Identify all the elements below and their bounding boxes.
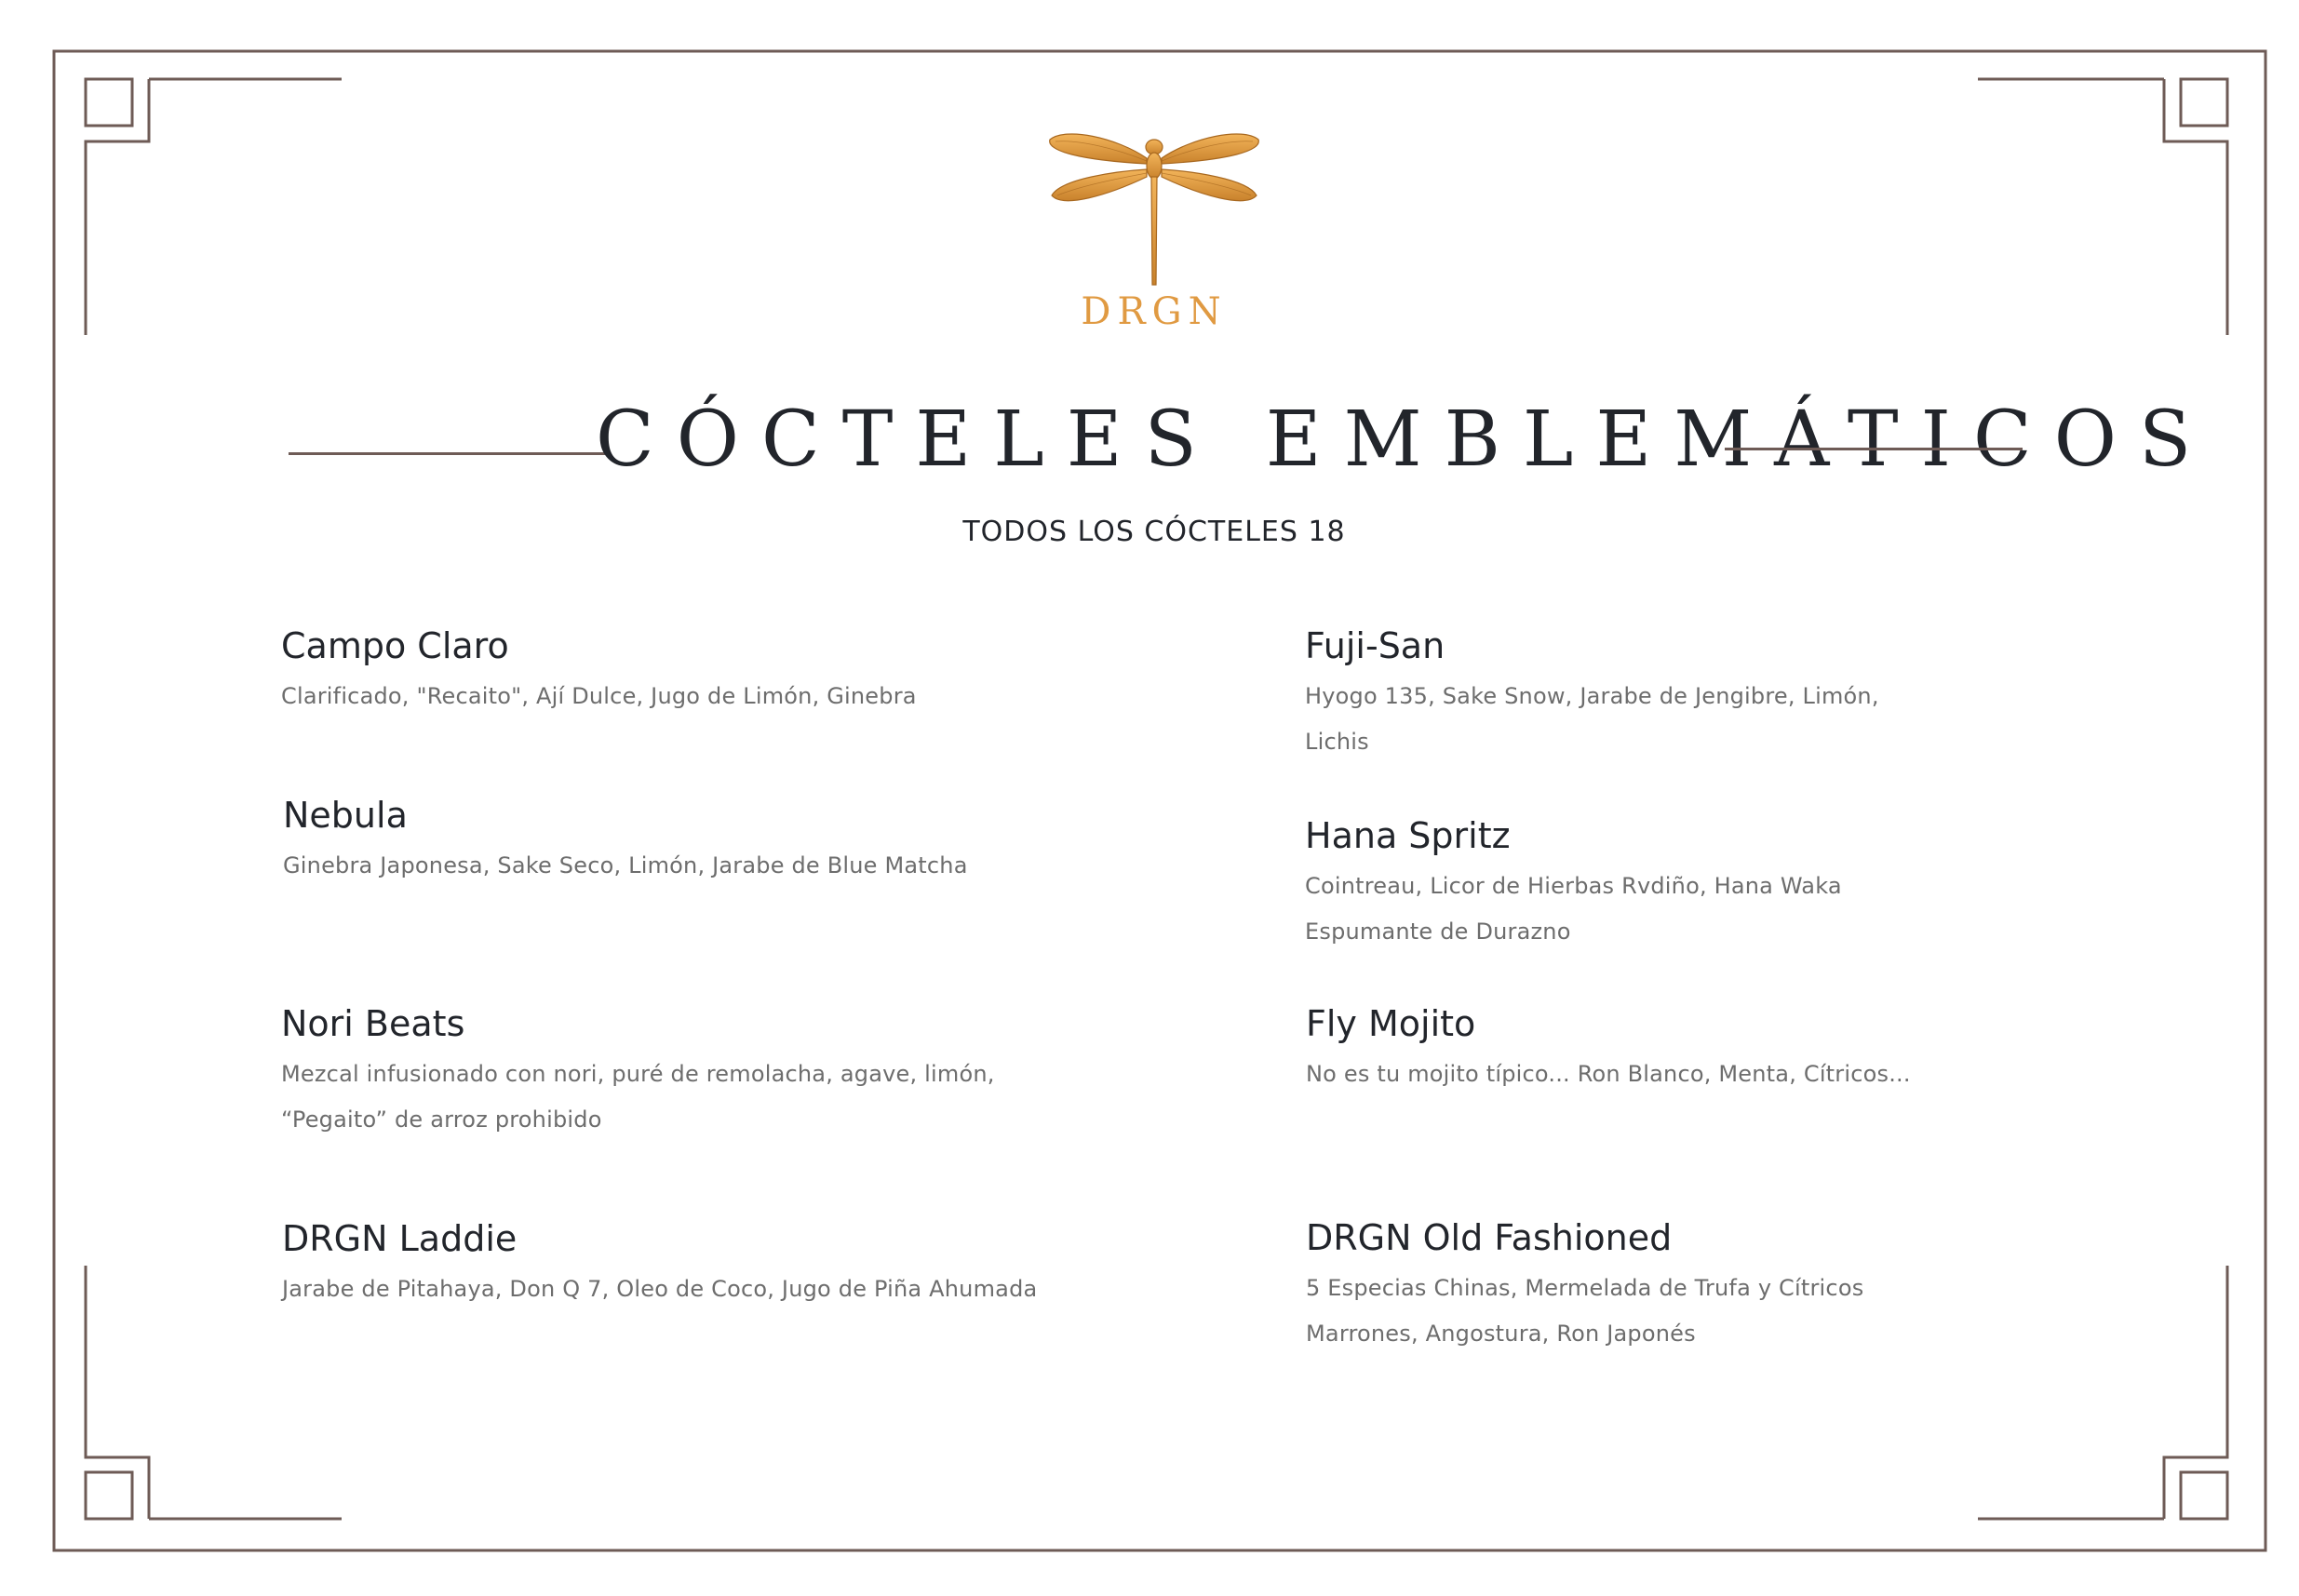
- page-title: CÓCTELES EMBLEMÁTICOS: [596, 396, 2214, 484]
- menu-item-description: Clarificado, "Recaito", Ají Dulce, Jugo de Limón, Ginebra: [281, 683, 917, 709]
- price-subtitle: TODOS LOS CÓCTELES 18: [962, 516, 1346, 548]
- menu-item: [1305, 624, 2124, 765]
- menu-item-description: No es tu mojito típico... Ron Blanco, Menta, Cítricos...: [1306, 1061, 1911, 1087]
- menu-item-description: Jarabe de Pitahaya, Don Q 7, Oleo de Coco, Jugo de Piña Ahumada: [282, 1276, 1038, 1302]
- menu-item: [1305, 813, 2124, 955]
- title-rule-left: [289, 452, 605, 455]
- brand-name: DRGN: [1081, 290, 1228, 333]
- menu-item-name: Fuji-San: [1305, 625, 1445, 666]
- menu-item: [1306, 1215, 2125, 1357]
- menu-item: [282, 1216, 1101, 1312]
- menu-item: [281, 624, 1100, 719]
- title-rule-right: [1725, 448, 2023, 450]
- menu-item-description: Mezcal infusionado con nori, puré de remolacha, agave, limón, “Pegaito” de arroz prohibido: [281, 1061, 995, 1133]
- menu-item: [281, 1001, 1100, 1143]
- menu-item-name: Hana Spritz: [1305, 815, 1511, 856]
- menu-item-description: 5 Especias Chinas, Mermelada de Trufa y Cítricos Marrones, Angostura, Ron Japonés: [1306, 1275, 1864, 1347]
- menu-item-description: Cointreau, Licor de Hierbas Rvdiño, Hana Waka Espumante de Durazno: [1305, 873, 1842, 945]
- menu-item-name: Campo Claro: [281, 625, 509, 666]
- menu-item-name: DRGN Old Fashioned: [1306, 1217, 1673, 1258]
- menu-item-name: Fly Mojito: [1306, 1003, 1476, 1044]
- menu-item-name: Nori Beats: [281, 1003, 465, 1044]
- dragonfly-icon: [1042, 119, 1266, 290]
- menu-item-name: Nebula: [283, 795, 408, 836]
- menu-item: [283, 793, 1102, 889]
- menu-item-name: DRGN Laddie: [282, 1218, 518, 1259]
- menu-item-description: Hyogo 135, Sake Snow, Jarabe de Jengibre, Limón, Lichis: [1305, 683, 1879, 755]
- menu-item: [1306, 1001, 2125, 1097]
- menu-item-description: Ginebra Japonesa, Sake Seco, Limón, Jarabe de Blue Matcha: [283, 852, 968, 878]
